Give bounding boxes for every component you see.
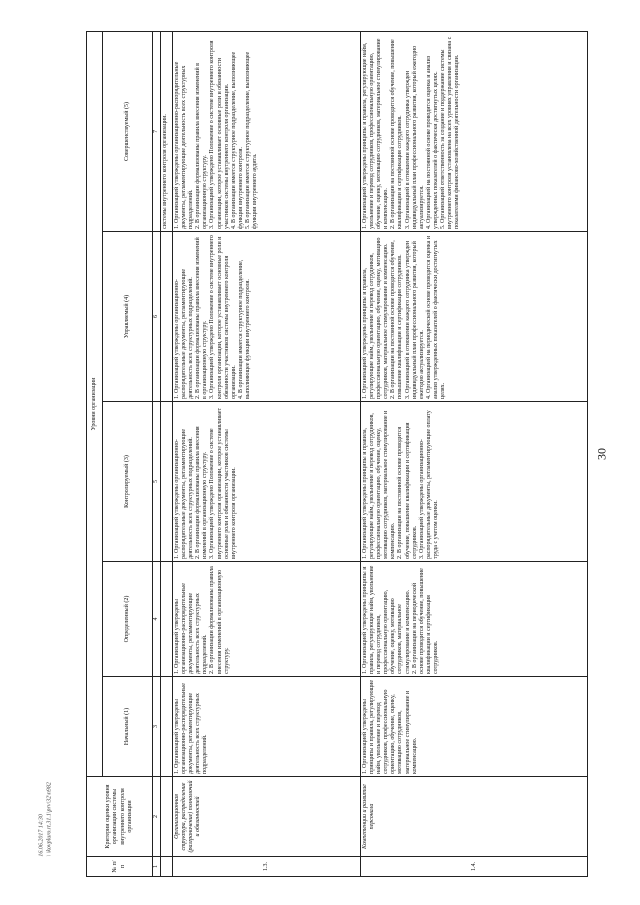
column-number: 2 [153, 777, 161, 857]
initial-cell: 1. Организацией утверждены принципы и правила, регулирующие найм, увольнение и перевод сотрудников, профессиональную ориентацию, обучение, оценку, мотивацию сотрудников, материальное стимулирование и компенсацию. [361, 677, 588, 777]
header-controlled: Контролируемый (3) [103, 402, 153, 562]
initial-cell: 1. Организацией утверждены организационно-распорядительные документы, регламентирующие деятельность всех структурных подразделений. [173, 677, 361, 777]
footer-path: \ \kovpluro.rt.31.1\prv\32\n982 [46, 782, 53, 857]
column-number: 4 [153, 562, 161, 677]
header-initial: Начальный (1) [103, 677, 153, 777]
criterion-cell: Организационная структура, распределение (разграничение) полномочий и обязанностей [173, 777, 361, 857]
header-levels-group: Уровни организации [87, 31, 103, 776]
column-number: 6 [153, 232, 161, 402]
header-managed: Управляемый (4) [103, 232, 153, 402]
header-num: № п/п [87, 857, 153, 877]
defined-cell: 1. Организацией утверждены принципы и правила, регулирующие найм, увольнение и перевод сотрудников, профессиональную ориентацию, обучение, оценку, мотивацию сотрудников, материальное стимулирование и компенсацию. 2. В организации на периодической основе проводится обучение, повышение квалификации и сертификация сотрудников. [361, 562, 588, 677]
column-number: 5 [153, 402, 161, 562]
perfect-cell: 1. Организацией утверждены принципы и правила, регулирующие найм, увольнение и перевод сотрудников, профессиональную ориентацию, обучение, оценку, мотивацию сотрудников, материальное стимулирование и компенсацию. 2. В организации на постоянной основе проводится обучение, повышение квалификации и сертификация сотрудников. 3. Организацией в отношении каждого сотрудника утвержден индивидуальный план профессионального развития, который ежегодно актуализируется. 4. Организацией на постоянной основе проводится оценка и анализ утвержденных показателей о фактически достигнутых целях. 5. Организацией ответственность за создание и поддержание системы внутреннего контроля установлена на всех уровнях управления и связана с показателями финансово-хозяйственной деятельности организации. [361, 31, 588, 231]
header-defined: Определенный (2) [103, 562, 153, 677]
column-number: 1 [153, 857, 161, 877]
evaluation-criteria-table [86, 31, 588, 877]
table-row [361, 31, 588, 876]
row-number: 1.4. [361, 857, 588, 877]
controlled-cell: 1. Организацией утверждены принципы и правила, регулирующие найм, увольнение и перевод сотрудников, профессиональную ориентацию, обучение, оценку, мотивацию сотрудников, материальное стимулирование и компенсацию. 2. В организации на постоянной основе проводится обучение, повышение квалификации и сертификация сотрудников. 3. Организацией утверждены организационно-распорядительные документы, регламентирующие оплату труда с учетом оценки. [361, 402, 588, 562]
controlled-cell: 1. Организацией утверждены организационно-распорядительные документы, регламентирующие деятельность всех структурных подразделений. 2. В организации формализованы правила внесения изменений в организационную структуру. 3. Организацией утверждено Положение о системе внутреннего контроля организации, которое устанавливает основные роли и обязанности участников системы внутреннего контроля организации. [173, 402, 361, 562]
header-criteria: Критерии оценки уровня организации системы внутреннего контроля организации [87, 777, 153, 857]
column-number: 7 [153, 31, 161, 231]
managed-cell: 1. Организацией утверждены организационно-распорядительные документы, регламентирующие деятельность всех структурных подразделений. 2. В организации формализованы правила внесения изменений в организационную структуру. 3. Организацией утверждено Положение о системе внутреннего контроля организации, которое устанавливает основные роли и обязанности участников системы внутреннего контроля организации. 4. В организации имеется структурное подразделение, выполняющее функции внутреннего контроля. [173, 232, 361, 402]
print-footer [38, 783, 54, 857]
rotated-table-sheet [86, 32, 588, 877]
managed-cell: 1. Организацией утверждены принципы и правила, регулирующие найм, увольнение и перевод сотрудников, профессиональную ориентацию, обучение, оценку, мотивацию сотрудников, материальное стимулирование и компенсацию. 2. В организации на постоянной основе проводится обучение, повышение квалификации и сертификация сотрудников. 3. Организацией в отношении каждого сотрудника утвержден индивидуальный план профессионального развития, который ежегодно актуализируется. 4. Организацией на периодической основе проводится оценка и анализ утвержденных показателей о фактически достигнутых целях. [361, 232, 588, 402]
table-row [173, 31, 361, 876]
header-perfect: Совершенствуемый (5) [103, 31, 153, 231]
carry-over-text: системы внутреннего контроля организации. [161, 31, 173, 231]
row-number: 1.3. [173, 857, 361, 877]
footer-timestamp: 16.06.2017 14:30 [38, 814, 45, 857]
page-number: 30 [594, 448, 609, 460]
defined-cell: 1. Организацией утверждены организационно-распорядительные документы, регламентирующие деятельность всех структурных подразделений. 2. В организации формализованы правила внесения изменений в организационную структуру. [173, 562, 361, 677]
column-number: 3 [153, 677, 161, 777]
perfect-cell: 1. Организацией утверждены организационно-распорядительные документы, регламентирующие деятельность всех структурных подразделений. 2. В организации формализованы правила внесения изменений в организационную структуру. 3. Организацией утверждено Положение о системе внутреннего контроля организации, которое устанавливает основные роли и обязанности участников системы внутреннего контроля организации. 4. В организации имеется структурное подразделение, выполняющее функции внутреннего контроля. 5. В организации имеется структурное подразделение, выполняющее функции внутреннего аудита. [173, 31, 361, 231]
criterion-cell: Компетенции и развитие персонала [361, 777, 588, 857]
